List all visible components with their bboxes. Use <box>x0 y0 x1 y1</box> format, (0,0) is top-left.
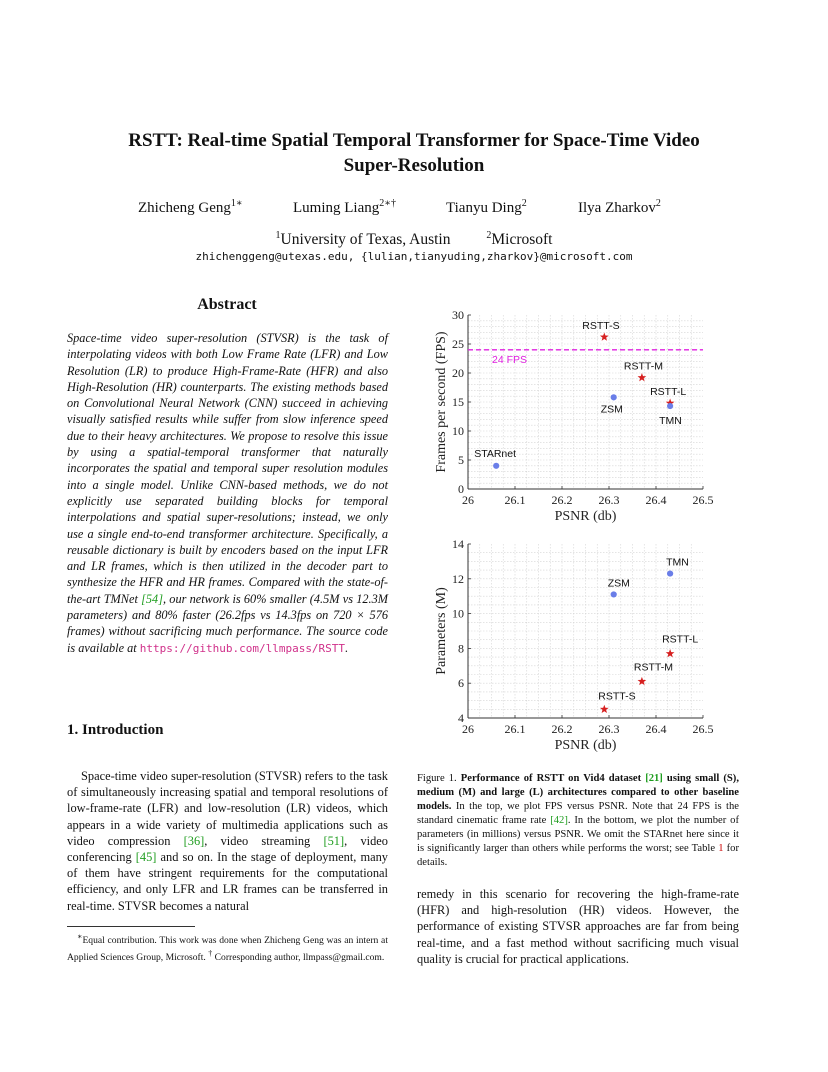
point-label-rstt-m: RSTT-M <box>633 661 673 674</box>
caption-text: for details. <box>417 843 739 868</box>
author-sup: 1∗ <box>230 198 243 209</box>
author-name: Zhicheng Geng <box>138 200 231 216</box>
author-sup: 2 <box>655 198 661 209</box>
intro-text: Space-time video super-resolution (STVSR) refers to the task of simultaneously increasing spatial and temporal resolutions of low-frame-rate (LFR) and low-resolution (LR) videos, which appears in a wide variety of multimedia applications such as video compression <box>67 769 388 848</box>
y-tick-label: 0 <box>458 482 464 496</box>
point-label-starnet: STARnet <box>474 447 517 460</box>
x-tick-label: 26 <box>462 722 474 736</box>
aff-name: University of Texas, Austin <box>280 231 451 249</box>
abstract-heading: Abstract <box>197 296 257 313</box>
x-tick-label: 26.4 <box>645 722 667 736</box>
abstract-text: , our network is 60% smaller (4.5M vs 12.3M parameters) and 80% faster (26.2fps vs 14.3fps on 720 × 576 frames) without sacrificing much performance. The source code is available at <box>67 591 388 655</box>
intro-paragraph <box>67 768 388 914</box>
abstract-text: Space-time video super-resolution (STVSR) is the task of interpolating videos with both Low Frame Rate (LFR) and Low Resolution (LR) to produce High-Frame-Rate (HFR) and also High-Resolution (HR) counterparts. The existing methods based on Convolutional Neural Network (CNN) succeed in achieving visually satisfied results while suffer from slow inference speed due to their heavy architectures. We propose to resolve this issue by using a spatial-temporal transformer that naturally incorporates the spatial and temporal super resolution modules into a single model. Unlike CNN-based methods, we do not explicitly use separated building blocks for temporal interpolations and spatial super-resolutions; instead, we only use a single end-to-end transformer architecture. Specifically, a reusable dictionary is built by encoders based on the input LFR and LR frames, which is then utilized in the decoder part to synthesize the HFR and HR frames. Compared with the state-of-the-art TMNet <box>67 331 388 606</box>
abstract-body <box>67 330 388 657</box>
footnote-rule <box>67 926 195 927</box>
chart-params-vs-psnr <box>434 537 714 753</box>
point-rstt-m-star <box>638 373 647 381</box>
email-line: zhichenggeng@utexas.edu, {lulian,tianyuding,zharkov}@microsoft.com <box>195 250 633 263</box>
citation-link[interactable]: [42] <box>550 815 568 826</box>
point-tmn-circle <box>667 570 673 576</box>
point-rstt-s-star <box>600 705 609 713</box>
y-tick-label: 20 <box>452 366 464 380</box>
footnote-text: Equal contribution. This work was done when Zhicheng Geng was an intern at Applied Sciences Group, Microsoft. <box>67 935 388 964</box>
title-line-1: RSTT: Real-time Spatial Temporal Transformer for Space-Time Video <box>128 130 700 151</box>
paper-title <box>0 128 828 178</box>
table-link[interactable]: 1 <box>718 843 724 854</box>
aff-sup: 2 <box>486 230 492 241</box>
point-rstt-s-star <box>600 332 609 340</box>
y-axis-label: Frames per second (FPS) <box>434 331 449 473</box>
intro-heading: 1. Introduction <box>67 722 164 738</box>
x-tick-label: 26.2 <box>551 493 573 507</box>
caption-text: Figure 1. <box>417 773 461 784</box>
citation-link[interactable]: [51] <box>323 833 345 848</box>
x-tick-label: 26.3 <box>598 493 620 507</box>
point-label-zsm: ZSM <box>600 403 623 416</box>
point-label-rstt-m: RSTT-M <box>623 360 663 373</box>
abstract-text: . <box>345 640 349 655</box>
y-tick-label: 10 <box>452 424 464 438</box>
citation-link[interactable]: [45] <box>135 850 157 865</box>
x-tick-label: 26.2 <box>551 722 573 736</box>
point-label-tmn: TMN <box>659 415 682 428</box>
x-axis-label: PSNR (db) <box>554 509 617 524</box>
chart-fps-vs-psnr <box>434 308 714 524</box>
point-label-rstt-s: RSTT-S <box>582 320 620 333</box>
y-tick-label: 12 <box>452 571 464 586</box>
y-tick-label: 5 <box>458 453 464 467</box>
point-starnet-circle <box>493 463 499 469</box>
caption-bold: Performance of RSTT on Vid4 dataset <box>460 773 646 784</box>
point-rstt-m-star <box>638 677 647 685</box>
citation-link[interactable]: [54] <box>141 591 163 606</box>
y-tick-label: 8 <box>458 641 464 656</box>
author-1 <box>138 198 243 217</box>
figure-1 <box>420 300 740 760</box>
y-axis-label: Parameters (M) <box>434 587 449 675</box>
author-4 <box>578 198 661 217</box>
author-sup: 2∗† <box>379 198 397 209</box>
source-code-link[interactable]: https://github.com/llmpass/RSTT <box>139 641 346 655</box>
author-name: Luming Liang <box>293 200 380 216</box>
caption-text: . In the bottom, we plot the number of parameters (in millions) versus PSNR. We omit the STARnet here since it is significantly larger than others while performs the worst; see Table <box>417 815 740 854</box>
citation-link[interactable]: [21] <box>645 773 663 784</box>
author-name: Tianyu Ding <box>446 200 522 216</box>
caption-bold: using small (S), medium (M) and large (L) architectures compared to other baseline models. <box>417 773 739 812</box>
intro-text: and so on. In the stage of deployment, many of them have stringent requirements for the computational efficiency, and only LFR and LR frames can be transferred in real-time. STVSR becomes a natural <box>67 850 388 913</box>
x-tick-label: 26.5 <box>692 722 714 736</box>
affiliations <box>0 230 828 249</box>
citation-link[interactable]: [36] <box>183 833 205 848</box>
y-tick-label: 10 <box>452 606 464 621</box>
caption-text: In the top, we plot FPS versus PSNR. Note that 24 FPS is the standard cinematic frame rate <box>417 801 739 826</box>
x-tick-label: 26.1 <box>504 722 526 736</box>
author-name: Ilya Zharkov <box>578 200 656 216</box>
author-sup: 2 <box>521 198 527 209</box>
reference-line-label: 24 FPS <box>492 353 528 366</box>
x-tick-label: 26.5 <box>692 493 714 507</box>
right-column-paragraph: remedy in this scenario for recovering the high-frame-rate (HFR) and high-resolution (HR) videos. However, the performance of existing STVSR approaches are far from being real-time, and a fast method without sacrificing much visual quality is crucial for practical applications. <box>417 887 739 966</box>
affiliation-2 <box>486 231 552 248</box>
point-label-rstt-s: RSTT-S <box>598 690 636 703</box>
author-2 <box>293 198 396 217</box>
aff-sup: 1 <box>275 230 281 241</box>
intro-text: , video conferencing <box>67 833 388 865</box>
point-rstt-l-star <box>666 649 675 657</box>
y-tick-label: 15 <box>452 395 464 409</box>
x-tick-label: 26.4 <box>645 493 667 507</box>
point-zsm-circle <box>611 591 617 597</box>
x-tick-label: 26.1 <box>504 493 526 507</box>
footnote-text: Corresponding author, llmpass@gmail.com. <box>212 952 385 964</box>
y-tick-label: 4 <box>458 711 464 725</box>
y-tick-label: 6 <box>458 676 464 691</box>
x-tick-label: 26.3 <box>598 722 620 736</box>
x-tick-label: 26 <box>462 493 474 507</box>
point-label-zsm: ZSM <box>607 577 630 590</box>
point-label-rstt-l: RSTT-L <box>662 633 699 646</box>
point-label-tmn: TMN <box>666 556 689 569</box>
affiliation-1 <box>276 231 451 248</box>
point-tmn-circle <box>667 403 673 409</box>
x-axis-label: PSNR (db) <box>554 738 617 753</box>
y-tick-label: 25 <box>452 337 464 351</box>
y-tick-label: 30 <box>452 308 464 322</box>
title-line-2: Super-Resolution <box>343 155 485 176</box>
author-3 <box>446 198 527 217</box>
figure-caption <box>417 772 739 870</box>
y-tick-label: 14 <box>452 537 464 551</box>
intro-text: , video streaming <box>204 833 324 848</box>
point-zsm-circle <box>611 394 617 400</box>
footnote: ∗Equal contribution. This work was done when Zhicheng Geng was an intern at Applied Sciences Group, Microsoft. † Corresponding author, llmpass@gmail.com. <box>67 932 388 964</box>
point-label-rstt-l: RSTT-L <box>650 386 687 399</box>
aff-name: Microsoft <box>491 231 553 249</box>
